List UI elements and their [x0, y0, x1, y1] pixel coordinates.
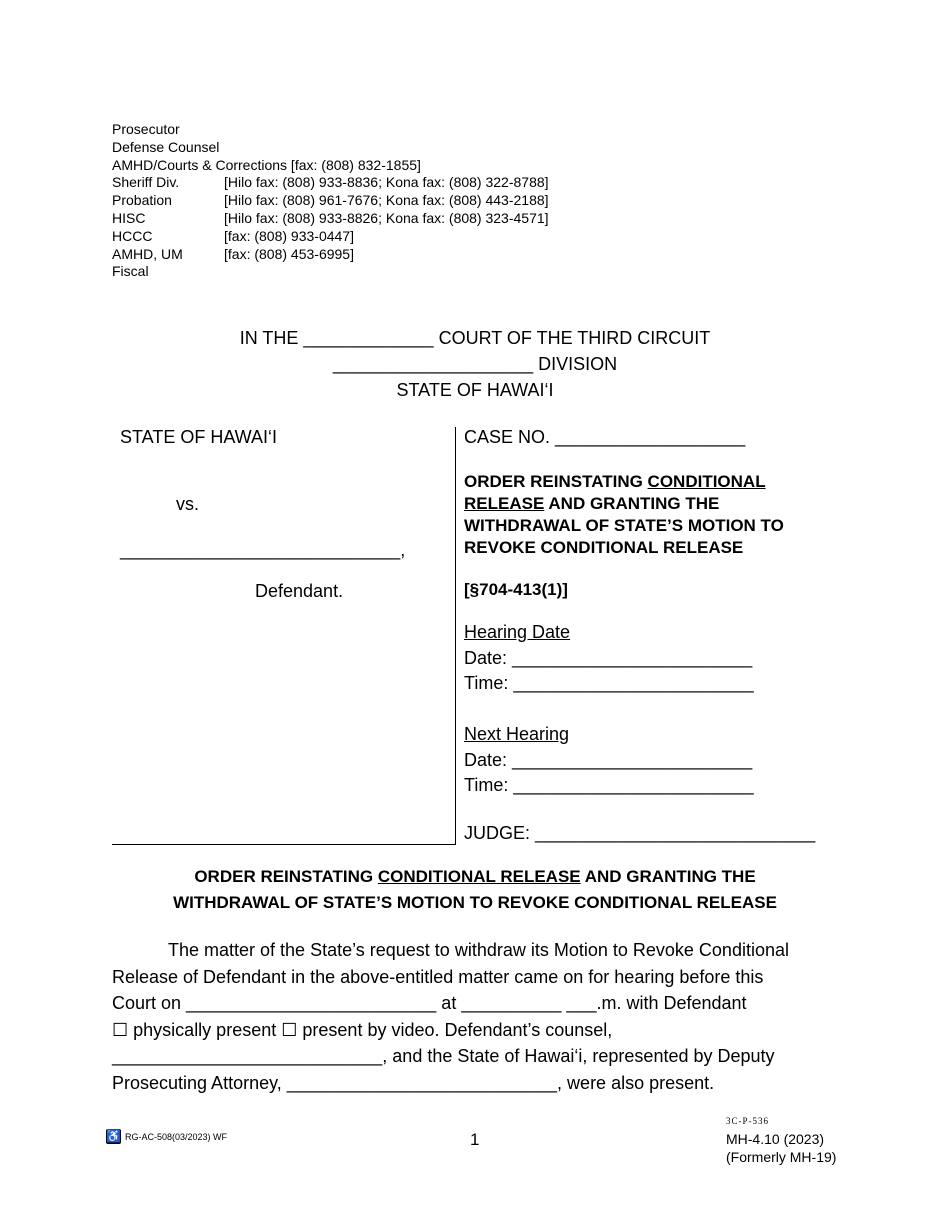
court-line: IN THE _____________ COURT OF THE THIRD CIRCUIT: [239, 328, 711, 348]
dist-row: HCCC [fax: (808) 933-0447]: [112, 227, 354, 244]
hearing-time-field: Time: ________________________: [464, 673, 754, 693]
form-code-small: 3C-P-536: [726, 1116, 770, 1126]
present-by-video-checkbox[interactable]: ☐: [281, 1019, 298, 1040]
order-body: [112, 937, 832, 1096]
body-line: Release of Defendant in the above-entitled matter came on for hearing before this: [112, 966, 764, 987]
next-hearing-heading: Next Hearing: [464, 724, 570, 744]
dist-row: Prosecutor: [112, 121, 180, 137]
next-hearing-time-field: Time: ________________________: [464, 775, 754, 795]
dist-row: Probation [Hilo fax: (808) 961-7676; Kona fax: (808) 443-2188]: [112, 192, 549, 209]
caption-divider-vertical: [455, 427, 456, 845]
body-line: Prosecuting Attorney, ___________________________, were also present.: [112, 1072, 715, 1093]
dist-row: Defense Counsel: [112, 138, 220, 155]
body-line: The matter of the State’s request to withdraw its Motion to Revoke Conditional: [168, 940, 789, 960]
dist-row: Fiscal: [112, 263, 149, 280]
form-code: MH-4.10 (2023) (Formerly MH-19): [726, 1131, 837, 1165]
caption-divider-horizontal: [112, 844, 456, 845]
accessibility-notice: ♿ RG-AC-508(03/2023) WF: [106, 1129, 228, 1143]
order-title: ORDER REINSTATING CONDITIONAL RELEASE AND GRANTING THE WITHDRAWAL OF STATE’S MOTION TO REVOKE CONDITIONAL RELEASE: [173, 867, 777, 912]
dist-row: HISC [Hilo fax: (808) 933-8826; Kona fax: (808) 323-4571]: [112, 209, 549, 226]
dist-row: AMHD, UM [fax: (808) 453-6995]: [112, 245, 354, 262]
body-line: ☐ physically present ☐ present by video. Defendant’s counsel,: [112, 1019, 613, 1040]
page-number: 1: [470, 1130, 480, 1149]
dist-row: Sheriff Div. [Hilo fax: (808) 933-8836; Kona fax: (808) 322-8788]: [112, 174, 549, 191]
hearing-date-heading: Hearing Date: [464, 622, 571, 642]
statute-reference: [§704-413(1)]: [464, 580, 568, 599]
distribution-list: [112, 121, 549, 281]
body-line: ___________________________, and the State of Hawai‘i, represented by Deputy: [112, 1046, 775, 1066]
plaintiff-name: STATE OF HAWAI‘I: [120, 427, 277, 447]
dist-row: AMHD/Courts & Corrections [fax: (808) 832-1855]: [112, 156, 421, 173]
state-line: STATE OF HAWAI‘I: [396, 380, 554, 400]
body-line: Court on _________________________ at __________ ___.m. with Defendant: [112, 993, 747, 1013]
next-hearing-date-field: Date: ________________________: [464, 750, 753, 770]
case-number: CASE NO. ___________________: [464, 427, 746, 447]
physically-present-checkbox[interactable]: ☐: [112, 1019, 129, 1040]
judge-field: JUDGE: ____________________________: [464, 823, 816, 843]
caption-title: ORDER REINSTATING CONDITIONAL RELEASE AND GRANTING THE WITHDRAWAL OF STATE’S MOTION TO REVOKE CONDITIONAL RELEASE: [464, 472, 784, 557]
versus: vs.: [176, 494, 200, 514]
defendant-label: Defendant.: [255, 581, 344, 601]
hearing-date-field: Date: ________________________: [464, 648, 753, 668]
wheelchair-icon: ♿: [106, 1129, 121, 1143]
defendant-name-line: ____________________________,: [120, 540, 406, 560]
division-line: ____________________ DIVISION: [332, 354, 618, 374]
